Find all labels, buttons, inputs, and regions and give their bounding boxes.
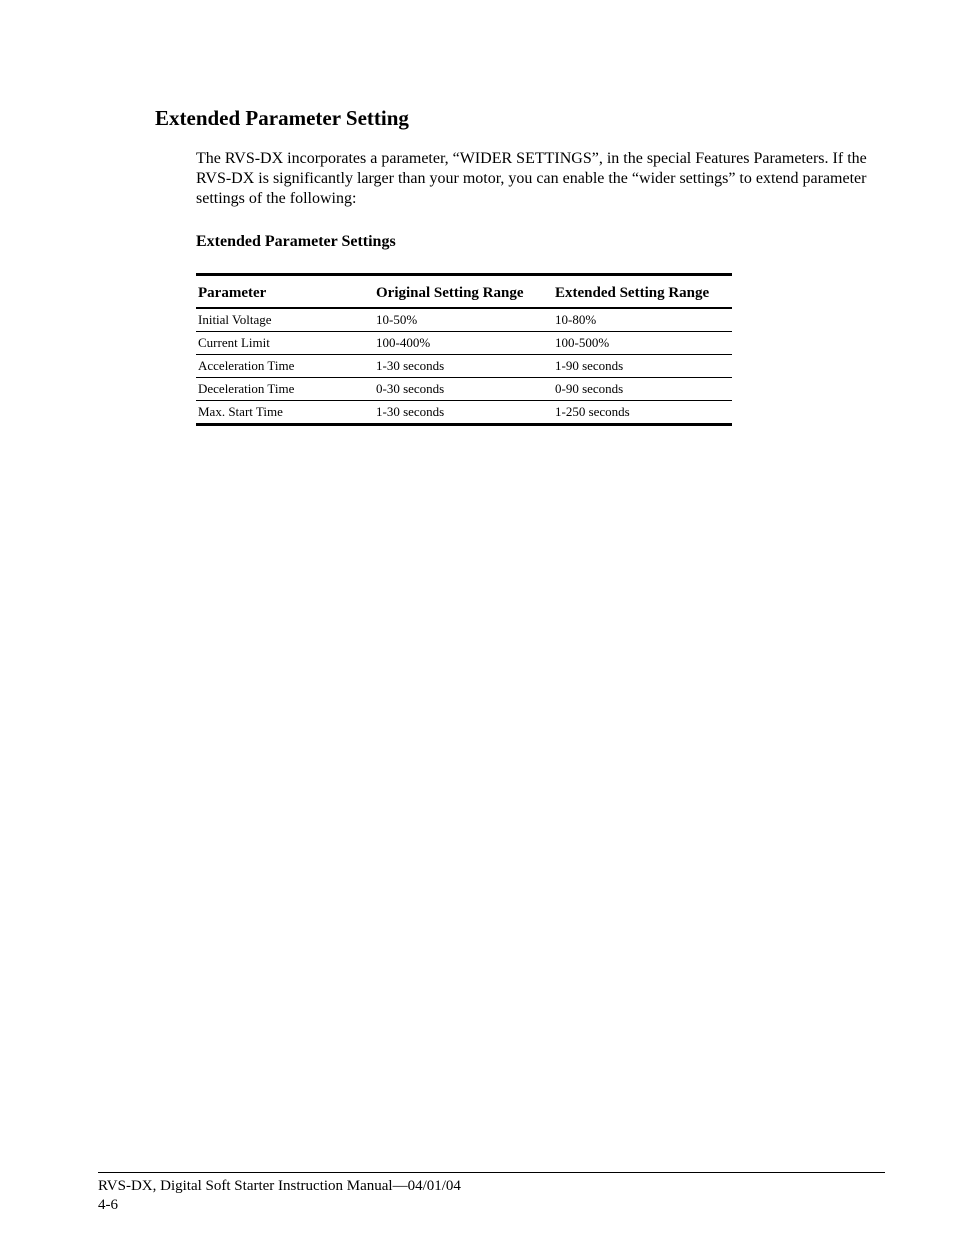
cell-extended-range: 100-500% bbox=[553, 332, 732, 355]
table-row bbox=[196, 332, 732, 355]
table-row bbox=[196, 308, 732, 332]
header-original-range: Original Setting Range bbox=[374, 275, 553, 309]
cell-extended-range: 10-80% bbox=[553, 308, 732, 332]
header-parameter: Parameter bbox=[196, 275, 374, 309]
cell-original-range: 100-400% bbox=[374, 332, 553, 355]
cell-extended-range: 0-90 seconds bbox=[553, 378, 732, 401]
table-row bbox=[196, 401, 732, 425]
table-row bbox=[196, 378, 732, 401]
cell-original-range: 10-50% bbox=[374, 308, 553, 332]
cell-parameter: Max. Start Time bbox=[198, 404, 283, 419]
cell-parameter: Deceleration Time bbox=[196, 378, 374, 401]
cell-extended-range: 1-90 seconds bbox=[553, 355, 732, 378]
header-extended-range: Extended Setting Range bbox=[553, 275, 732, 309]
extended-parameter-table bbox=[196, 273, 732, 426]
footer-title: RVS-DX, Digital Soft Starter Instruction Manual—04/01/04 bbox=[98, 1178, 461, 1194]
cell-original-range: 1-30 seconds bbox=[376, 404, 445, 419]
intro-paragraph: The RVS-DX incorporates a parameter, “WIDER SETTINGS”, in the special Features Parameters. If the RVS-DX is significantly larger than your motor, you can enable the “wider settings” to extend parameter settings of the following: bbox=[196, 150, 867, 207]
cell-original-range: 0-30 seconds bbox=[374, 378, 553, 401]
cell-parameter: Current Limit bbox=[196, 332, 374, 355]
cell-extended-range: 1-250 seconds bbox=[555, 404, 630, 419]
cell-original-range: 1-30 seconds bbox=[374, 355, 553, 378]
table-row bbox=[196, 355, 732, 378]
table-title: Extended Parameter Settings bbox=[196, 233, 396, 250]
cell-parameter: Acceleration Time bbox=[196, 355, 374, 378]
section-heading: Extended Parameter Setting bbox=[155, 106, 409, 130]
table-header-row bbox=[196, 275, 732, 309]
page-number: 4-6 bbox=[98, 1197, 118, 1213]
cell-parameter: Initial Voltage bbox=[196, 308, 374, 332]
footer-divider bbox=[98, 1172, 885, 1173]
